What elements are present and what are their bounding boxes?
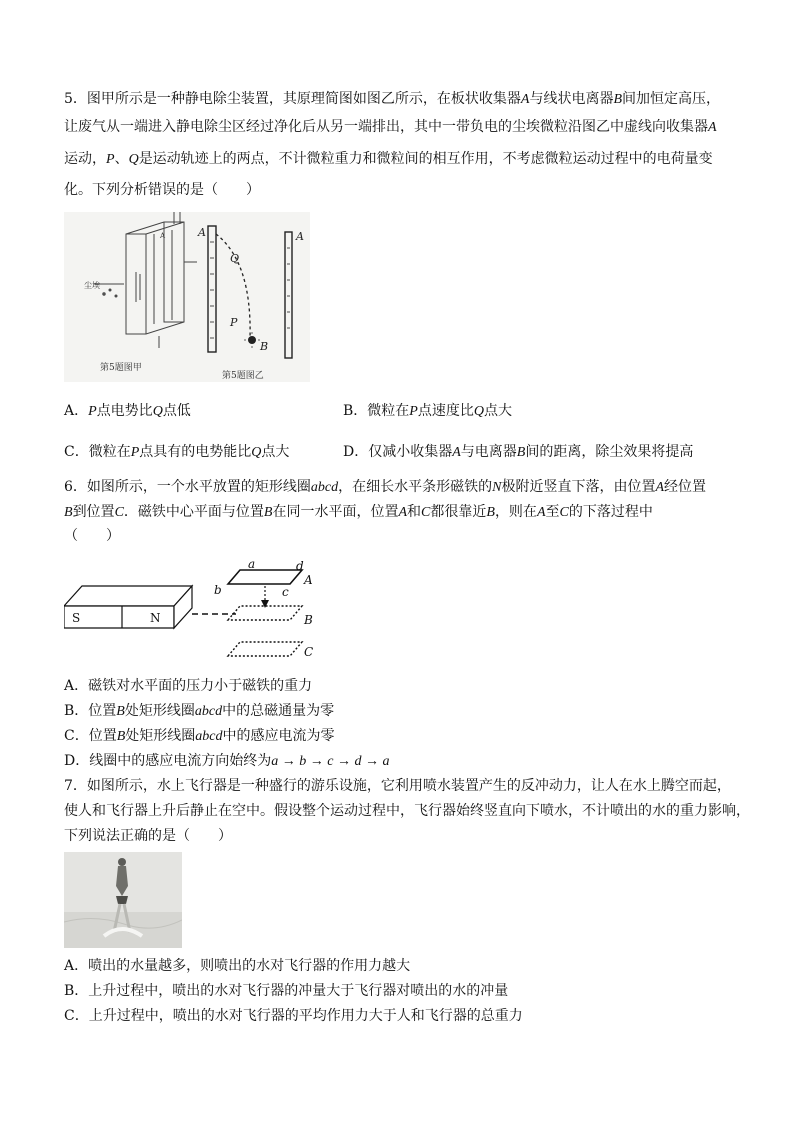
q6-stem-line1: 6．如图所示，一个水平放置的矩形线圈abcd，在细长水平条形磁铁的N极附近竖直下落，由位置A经位置	[64, 479, 707, 495]
q6-stem-line3: （ ）	[64, 528, 120, 544]
q6-option-d[interactable]: D．线圈中的感应电流方向始终为a → b → c → d → a	[64, 753, 390, 769]
q6-option-b[interactable]: B．位置B处矩形线圈abcd中的总磁通量为零	[64, 703, 335, 719]
q6-magnet	[64, 586, 192, 628]
q5-fig-caption-yi: 第5题图乙	[222, 371, 264, 381]
q7-stem-line3: 下列说法正确的是（ ）	[64, 828, 232, 844]
q5-option-b[interactable]: B．微粒在P点速度比Q点大	[343, 403, 512, 419]
q6-fig-label-d: d	[296, 559, 304, 573]
q6-option-c[interactable]: C．位置B处矩形线圈abcd中的感应电流为零	[64, 728, 335, 744]
q6-figure	[64, 556, 322, 666]
q5-option-c[interactable]: C．微粒在P点具有的电势能比Q点大	[64, 444, 290, 460]
q5-fig-label-A: A	[198, 226, 206, 239]
q7-photo-drawing	[64, 852, 182, 948]
q6-fig-label-a: a	[248, 557, 256, 571]
q7-stem-line1: 7．如图所示，水上飞行器是一种盛行的游乐设施，它利用喷水装置产生的反冲动力，让人在水上腾空而起，	[64, 778, 731, 794]
q6-figure-drawing	[64, 556, 322, 666]
q6-fig-label-B: B	[304, 613, 313, 627]
q6-fig-label-S: S	[72, 611, 81, 625]
svg-text:A: A	[296, 230, 304, 243]
q5-stem-line4: 化。下列分析错误的是（ ）	[64, 182, 260, 198]
q6-option-a[interactable]: A．磁铁对水平面的压力小于磁铁的重力	[64, 678, 313, 694]
q6-fig-label-A: A	[304, 573, 313, 587]
q5-option-a[interactable]: A．P点电势比Q点低	[64, 403, 191, 419]
q6-fig-label-b: b	[214, 583, 222, 597]
q7-photo	[64, 852, 182, 948]
q6-stem-line2: B到位置C．磁铁中心平面与位置B在同一水平面，位置A和C都很靠近B，则在A至C的下落过程中	[64, 504, 653, 520]
q7-stem-line2: 使人和飞行器上升后静止在空中。假设整个运动过程中，飞行器始终竖直向下喷水，不计喷出的水的重力影响，	[64, 803, 750, 819]
q5-figure-drawing	[64, 212, 310, 382]
q6-coil-A	[228, 570, 302, 584]
q6-fig-label-C: C	[304, 645, 314, 659]
q5-figure	[64, 212, 310, 382]
q6-fig-label-N: N	[150, 611, 161, 625]
q7-option-c[interactable]: C．上升过程中，喷出的水对飞行器的平均作用力大于人和飞行器的总重力	[64, 1008, 523, 1024]
q7-option-a[interactable]: A．喷出的水量越多，则喷出的水对飞行器的作用力越大	[64, 958, 411, 974]
q7-option-b[interactable]: B．上升过程中，喷出的水对飞行器的冲量大于飞行器对喷出的水的冲量	[64, 983, 509, 999]
q5-figure-dust-label: 尘埃	[84, 281, 100, 290]
q5-figure-jia	[94, 212, 197, 348]
q5-fig-label-Q: Q	[230, 252, 240, 265]
q5-option-d[interactable]: D．仅减小收集器A与电离器B间的距离，除尘效果将提高	[343, 444, 694, 460]
q5-stem-line3: 运动，P、Q是运动轨迹上的两点，不计微粒重力和微粒间的相互作用，不考虑微粒运动过程中的电荷量变	[64, 151, 713, 167]
q5-fig-caption-jia: 第5题图甲	[100, 363, 142, 373]
q5-fig-label-B: B	[260, 340, 269, 353]
q5-stem-line2: 让废气从一端进入静电除尘区经过净化后从另一端排出，其中一带负电的尘埃微粒沿图乙中虚线向收集器A	[64, 119, 717, 135]
q6-fig-label-c: c	[282, 585, 289, 599]
q6-coil-B	[228, 606, 302, 620]
q5-figure-yi	[208, 226, 292, 358]
q5-fig-label-P: P	[230, 316, 238, 329]
q5-stem-line1: 5．图甲所示是一种静电除尘装置，其原理简图如图乙所示，在板状收集器A与线状电离器B间加恒定高压，	[64, 91, 721, 107]
q6-coil-C	[228, 642, 302, 656]
svg-text:A: A	[160, 232, 166, 240]
